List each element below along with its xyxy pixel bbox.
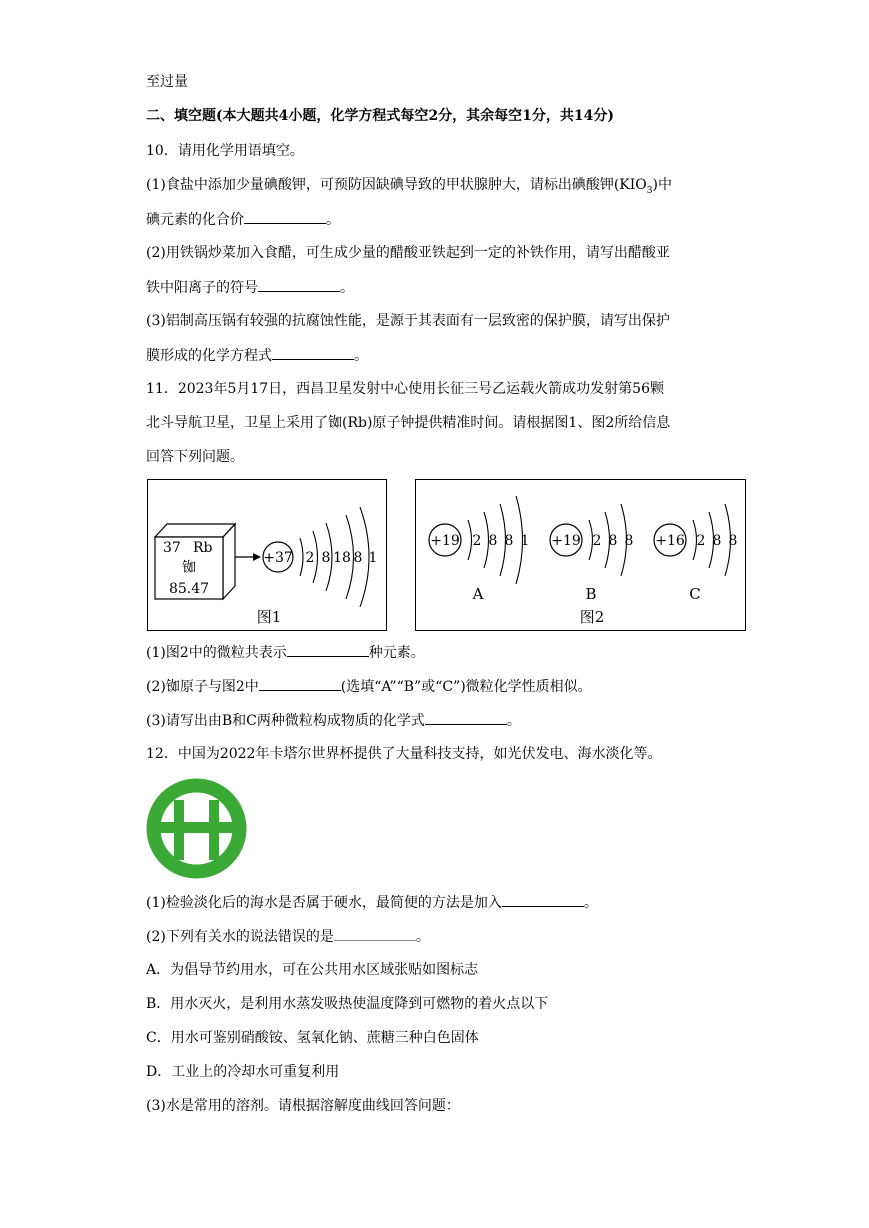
rb-atom-diagram: [263, 507, 377, 607]
particle-a-label: A: [472, 585, 484, 603]
particle-b-shell-3: 8: [624, 533, 634, 549]
particle-a: [429, 496, 529, 603]
q10-p3-prompt: 膜形成的化学方程式: [146, 348, 272, 364]
q12-stem: 12．中国为2022年卡塔尔世界杯提供了大量科技支持，如光伏发电、海水淡化等。: [146, 746, 662, 762]
q11-p1-prompt: (1)图2中的微粒共表示: [146, 645, 287, 661]
q10-p2-period: 。: [340, 280, 354, 296]
particle-a-shell-1: 2: [472, 533, 482, 549]
element-number: 37: [163, 540, 181, 556]
rb-shell-5: 1: [368, 550, 378, 566]
element-symbol: Rb: [193, 540, 213, 556]
rb-shell-2: 8: [321, 550, 331, 566]
particle-c: [654, 504, 737, 603]
q10-p1-text: (1)食盐中添加少量碘酸钾，可预防因缺碘导致的甲状腺肿大，请标出碘酸钾(KIO: [146, 177, 647, 193]
q11-p2-suffix: (选填“A”“B”或“C”)微粒化学性质相似。: [340, 679, 592, 695]
q12-part2: [146, 926, 430, 947]
q11-stem-line1: 11．2023年5月17日，西昌卫星发射中心使用长征三号乙运载火箭成功发射第56颗: [146, 381, 664, 397]
q11-stem-line2: 北斗导航卫星，卫星上采用了铷(Rb)原子钟提供精准时间。请根据图1、图2所给信息: [146, 415, 671, 431]
rb-nucleus-charge: +37: [263, 550, 293, 566]
q10-p1-prompt: 碘元素的化合价: [146, 212, 244, 228]
q10-stem: 10．请用化学用语填空。: [146, 143, 304, 159]
particle-a-shell-2: 8: [488, 533, 498, 549]
q10-part2-line1: (2)用铁锅炒菜加入食醋，可生成少量的醋酸亚铁起到一定的补铁作用，请写出醋酸亚: [146, 245, 670, 261]
q12-p2-prompt: (2)下列有关水的说法错误的是: [146, 929, 334, 945]
q11-p2-answer-blank[interactable]: [259, 676, 341, 691]
particle-b-shell-1: 2: [592, 533, 602, 549]
q10-part3-line1: (3)铝制高压锅有较强的抗腐蚀性能，是源于其表面有一层致密的保护膜，请写出保护: [146, 313, 670, 329]
particle-b: [550, 504, 633, 603]
rb-shell-3: 18: [333, 550, 351, 566]
q12-option-d: D．工业上的冷却水可重复利用: [146, 1064, 340, 1080]
particle-c-label: C: [689, 585, 701, 603]
q10-p1-period: 。: [326, 212, 340, 228]
q12-option-c: C．用水可鉴别硝酸铵、氢氧化钠、蔗糖三种白色固体: [146, 1030, 479, 1046]
particle-c-shell-3: 8: [728, 533, 738, 549]
rb-shell-4: 8: [353, 550, 363, 566]
figure-2-caption: 图2: [579, 608, 605, 626]
q10-p1-text-end: )中: [652, 177, 672, 193]
q11-p2-prompt: (2)铷原子与图2中: [146, 679, 259, 695]
particle-c-shell-1: 2: [696, 533, 706, 549]
top-line: 至过量: [146, 74, 188, 90]
q11-p3-answer-blank[interactable]: [425, 710, 507, 725]
element-name: 铷: [182, 560, 196, 576]
q11-p3-period: 。: [506, 713, 521, 729]
element-mass: 85.47: [168, 581, 210, 597]
q12-p1-prompt: (1)检验淡化后的海水是否属于硬水，最简便的方法是加入: [146, 895, 502, 911]
rb-shell-1: 2: [305, 550, 315, 566]
water-saving-logo: [146, 778, 247, 879]
q11-p1-suffix: 种元素。: [368, 645, 425, 661]
q11-part3: [146, 710, 521, 731]
particle-a-nucleus: +19: [430, 533, 460, 549]
figure-1-caption: 图1: [256, 608, 282, 626]
q12-p2-answer-blank[interactable]: [334, 926, 416, 941]
element-card-rb: [155, 524, 235, 599]
arrow: [235, 553, 261, 561]
q11-p1-answer-blank[interactable]: [287, 642, 369, 657]
q12-option-b: B．用水灭火，是利用水蒸发吸热使温度降到可燃物的着火点以下: [146, 996, 549, 1012]
q10-p3-period: 。: [354, 348, 368, 364]
q11-p3-prompt: (3)请写出由B和C两种微粒构成物质的化学式: [146, 713, 425, 729]
q11-part1: [146, 642, 425, 663]
particle-b-label: B: [585, 585, 597, 603]
q10-p1-subscript: 3: [646, 185, 653, 196]
q11-stem-line3: 回答下列问题。: [146, 449, 244, 465]
q12-part1: [146, 892, 598, 913]
particle-a-shell-4: 1: [520, 533, 530, 549]
particle-c-shell-2: 8: [712, 533, 722, 549]
q12-p1-answer-blank[interactable]: [502, 892, 584, 907]
particle-b-nucleus: +19: [551, 533, 581, 549]
q12-part3: (3)水是常用的溶剂。请根据溶解度曲线回答问题：: [146, 1098, 460, 1114]
particle-b-shell-2: 8: [608, 533, 618, 549]
section-heading: 二、填空题(本大题共4小题，化学方程式每空2分，其余每空1分，共14分): [146, 108, 614, 124]
q10-p2-prompt: 铁中阳离子的符号: [146, 280, 258, 296]
q12-p2-period: 。: [415, 929, 430, 945]
particle-a-shell-3: 8: [504, 533, 514, 549]
q12-p1-period: 。: [583, 895, 598, 911]
q12-option-a: A．为倡导节约用水，可在公共用水区域张贴如图标志: [146, 962, 479, 978]
q11-part2: [146, 676, 592, 697]
particle-c-nucleus: +16: [655, 533, 685, 549]
